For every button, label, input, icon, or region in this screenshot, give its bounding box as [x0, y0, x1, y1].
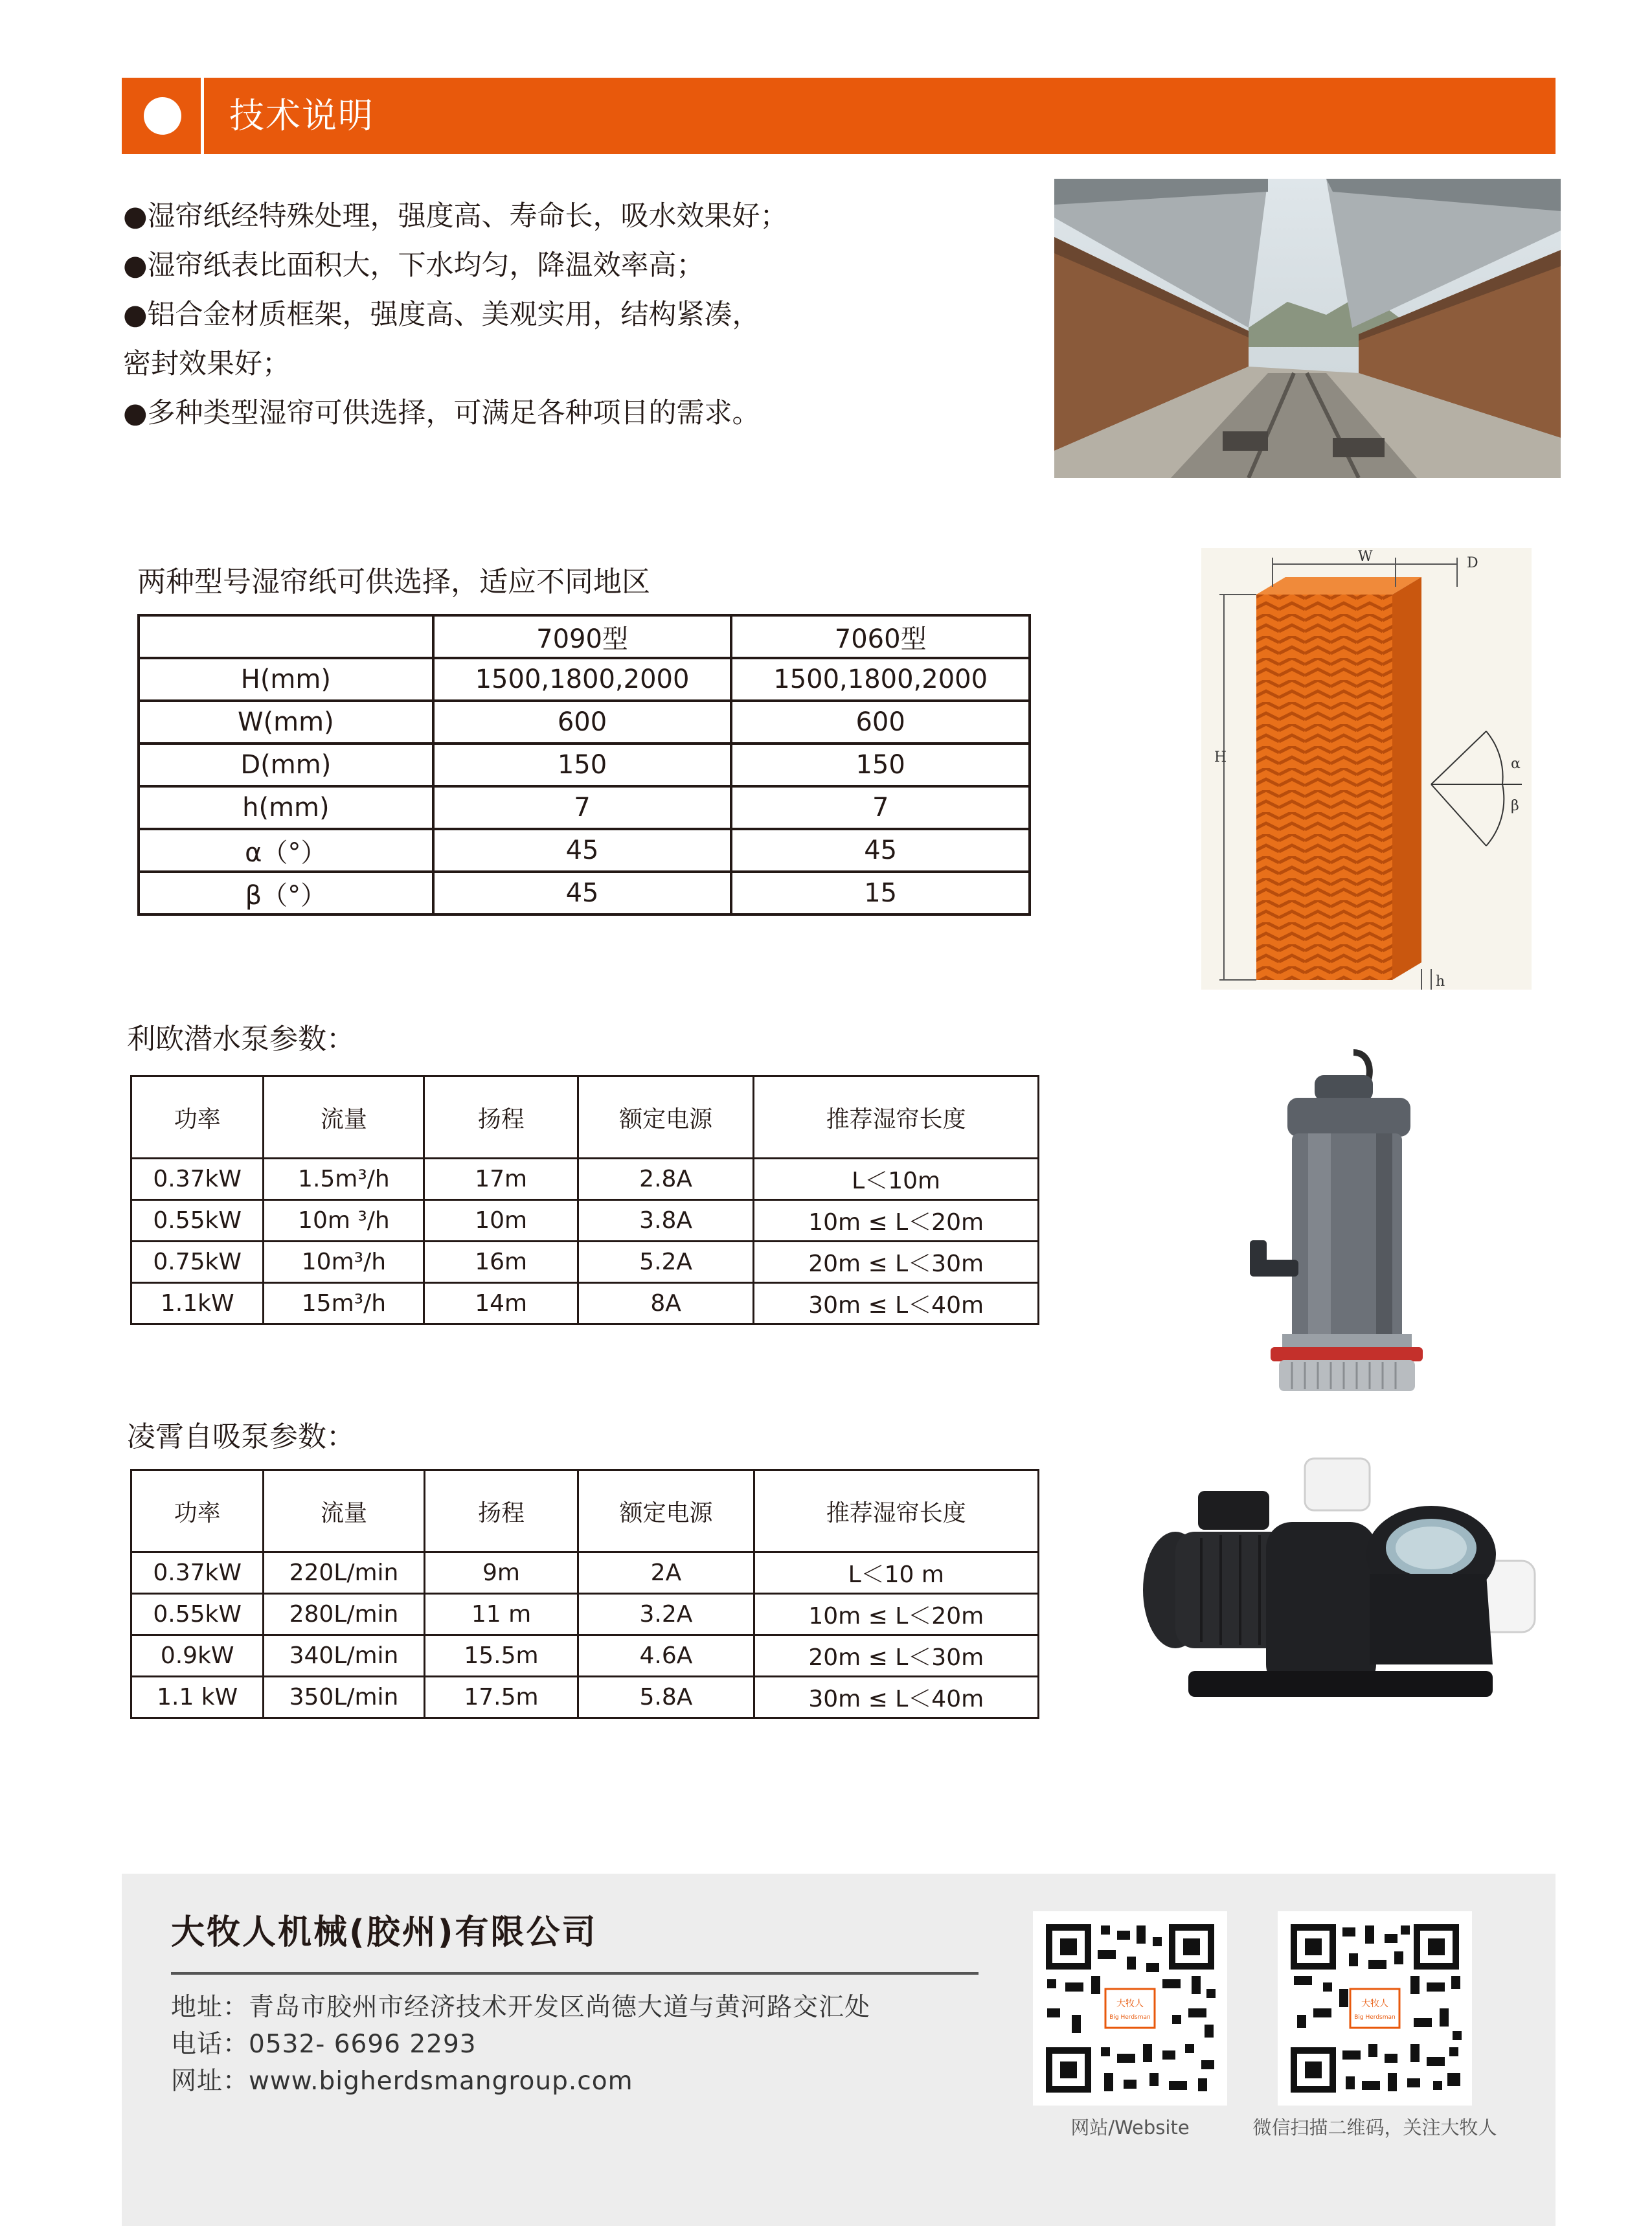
table-header-cell: 流量	[264, 1076, 424, 1159]
table-header-cell: 额定电源	[578, 1076, 753, 1159]
table-header-cell: 功率	[131, 1470, 264, 1552]
table-row	[131, 1594, 1039, 1635]
table-header-cell: 7090型	[433, 615, 732, 658]
table-cell: 3.8A	[578, 1200, 753, 1242]
table-cell: 45	[433, 872, 732, 914]
table-cell: 8A	[578, 1283, 753, 1324]
table-header-cell: 扬程	[424, 1470, 578, 1552]
table-cell: D(mm)	[139, 744, 433, 786]
table-row	[131, 1242, 1039, 1283]
table-cell: 45	[731, 829, 1030, 872]
table-cell: α（°）	[139, 829, 433, 872]
feature-item: ●铝合金材质框架，强度高、美观实用，结构紧凑，	[123, 299, 760, 331]
table-cell: 1500,1800,2000	[433, 658, 732, 701]
table-cell: 15	[731, 872, 1030, 914]
wechat-qr-code[interactable]	[1278, 1911, 1472, 2106]
section-header	[122, 78, 1556, 154]
table-header-cell: 扬程	[424, 1076, 578, 1159]
website-qr-code[interactable]	[1033, 1911, 1227, 2106]
spec-table	[137, 614, 1031, 916]
table-row	[131, 1635, 1039, 1677]
dim-label-beta: β	[1511, 798, 1519, 814]
greenhouse-photo	[1054, 179, 1561, 478]
table-cell: 1.5m³/h	[264, 1159, 424, 1200]
dim-label-H: H	[1214, 749, 1227, 766]
table-cell	[139, 615, 433, 658]
table-cell: L＜10 m	[754, 1552, 1038, 1594]
table-cell: 15.5m	[424, 1635, 578, 1677]
footer	[122, 1874, 1556, 2226]
table-cell: h(mm)	[139, 786, 433, 829]
table-header-row	[139, 615, 1030, 658]
table-row	[131, 1200, 1039, 1242]
dim-label-alpha: α	[1511, 756, 1521, 772]
table-cell: 20m ≤ L＜30m	[754, 1635, 1038, 1677]
qr-logo-cn: 大牧人	[1116, 1999, 1144, 2009]
table-cell: 150	[433, 744, 732, 786]
table-cell: 11 m	[424, 1594, 578, 1635]
table-header-cell: 7060型	[731, 615, 1030, 658]
table-cell: 17m	[424, 1159, 578, 1200]
spec-title: 两种型号湿帘纸可供选择，适应不同地区	[137, 565, 650, 598]
table-cell: 350L/min	[264, 1677, 424, 1718]
table-cell: 150	[731, 744, 1030, 786]
qr-logo-en: Big Herdsman	[1354, 2014, 1396, 2021]
pump2-table	[130, 1469, 1039, 1719]
feature-item: ●多种类型湿帘可供选择，可满足各种项目的需求。	[123, 397, 760, 429]
table-cell: 5.8A	[578, 1677, 754, 1718]
table-cell: 4.6A	[578, 1635, 754, 1677]
table-cell: 0.9kW	[131, 1635, 264, 1677]
table-cell: 0.55kW	[131, 1200, 264, 1242]
qr-logo-en: Big Herdsman	[1109, 2014, 1151, 2021]
dim-label-h: h	[1436, 973, 1445, 990]
table-row	[139, 829, 1030, 872]
table-cell: 220L/min	[264, 1552, 424, 1594]
table-cell: 0.37kW	[131, 1552, 264, 1594]
table-cell: β（°）	[139, 872, 433, 914]
table-cell: 340L/min	[264, 1635, 424, 1677]
feature-list	[123, 192, 1030, 438]
table-cell: 10m³/h	[264, 1242, 424, 1283]
feature-item: 密封效果好；	[123, 348, 290, 380]
table-cell: 16m	[424, 1242, 578, 1283]
table-cell: 10m ≤ L＜20m	[754, 1594, 1038, 1635]
company-phone: 电话：0532- 6696 2293	[171, 2030, 477, 2059]
table-header-cell: 功率	[131, 1076, 264, 1159]
wechat-qr-caption: 微信扫描二维码，关注大牧人	[1252, 2117, 1497, 2139]
table-cell: 30m ≤ L＜40m	[754, 1677, 1038, 1718]
table-header-row	[131, 1076, 1039, 1159]
table-cell: 10m ³/h	[264, 1200, 424, 1242]
table-cell: 0.37kW	[131, 1159, 264, 1200]
table-cell: 5.2A	[578, 1242, 753, 1283]
table-header-cell: 额定电源	[578, 1470, 754, 1552]
table-row	[139, 744, 1030, 786]
table-cell: 2.8A	[578, 1159, 753, 1200]
table-row	[139, 786, 1030, 829]
self-priming-pump-photo	[1124, 1451, 1551, 1736]
table-cell: 7	[731, 786, 1030, 829]
table-cell: 0.55kW	[131, 1594, 264, 1635]
table-cell: 1.1 kW	[131, 1677, 264, 1718]
header-divider	[201, 78, 204, 154]
cooling-pad-diagram	[1201, 548, 1532, 990]
table-cell: 7	[433, 786, 732, 829]
table-cell: 600	[433, 701, 732, 744]
table-row	[131, 1283, 1039, 1324]
company-website[interactable]: 网址：www.bigherdsmangroup.com	[171, 2067, 633, 2096]
company-address: 地址：青岛市胶州市经济技术开发区尚德大道与黄河路交汇处	[171, 1993, 871, 2022]
dim-label-W: W	[1358, 549, 1373, 565]
feature-item: ●湿帘纸经特殊处理，强度高、寿命长，吸水效果好；	[123, 200, 788, 233]
table-cell: 1.1kW	[131, 1283, 264, 1324]
pump2-title: 凌霄自吸泵参数：	[127, 1420, 355, 1453]
table-row	[131, 1159, 1039, 1200]
table-row	[139, 872, 1030, 914]
header-circle-icon	[144, 97, 181, 135]
table-cell: 10m	[424, 1200, 578, 1242]
table-cell: 17.5m	[424, 1677, 578, 1718]
table-row	[131, 1677, 1039, 1718]
table-row	[131, 1552, 1039, 1594]
qr-logo-cn: 大牧人	[1361, 1999, 1388, 2009]
table-cell: H(mm)	[139, 658, 433, 701]
table-cell: W(mm)	[139, 701, 433, 744]
table-row	[139, 701, 1030, 744]
feature-item: ●湿帘纸表比面积大，下水均匀，降温效率高；	[123, 249, 705, 282]
table-cell: 2A	[578, 1552, 754, 1594]
table-cell: 0.75kW	[131, 1242, 264, 1283]
table-cell: 30m ≤ L＜40m	[754, 1283, 1039, 1324]
table-cell: 9m	[424, 1552, 578, 1594]
table-cell: 3.2A	[578, 1594, 754, 1635]
pump1-title: 利欧潜水泵参数：	[127, 1023, 355, 1056]
table-cell: L＜10m	[754, 1159, 1039, 1200]
table-header-cell: 推荐湿帘长度	[754, 1076, 1039, 1159]
table-cell: 10m ≤ L＜20m	[754, 1200, 1039, 1242]
company-name: 大牧人机械(胶州)有限公司	[171, 1913, 598, 1952]
table-cell: 20m ≤ L＜30m	[754, 1242, 1039, 1283]
table-cell: 45	[433, 829, 732, 872]
table-cell: 280L/min	[264, 1594, 424, 1635]
table-header-row	[131, 1470, 1039, 1552]
footer-divider	[171, 1972, 979, 1975]
header-title: 技术说明	[229, 95, 374, 136]
table-header-cell: 流量	[264, 1470, 424, 1552]
table-header-cell: 推荐湿帘长度	[754, 1470, 1038, 1552]
submersible-pump-photo	[1230, 1046, 1438, 1396]
pump1-table	[130, 1075, 1039, 1325]
table-cell: 15m³/h	[264, 1283, 424, 1324]
website-qr-caption: 网站/Website	[1070, 2117, 1190, 2139]
table-cell: 14m	[424, 1283, 578, 1324]
table-cell: 600	[731, 701, 1030, 744]
table-cell: 1500,1800,2000	[731, 658, 1030, 701]
dim-label-D: D	[1467, 555, 1478, 571]
table-row	[139, 658, 1030, 701]
